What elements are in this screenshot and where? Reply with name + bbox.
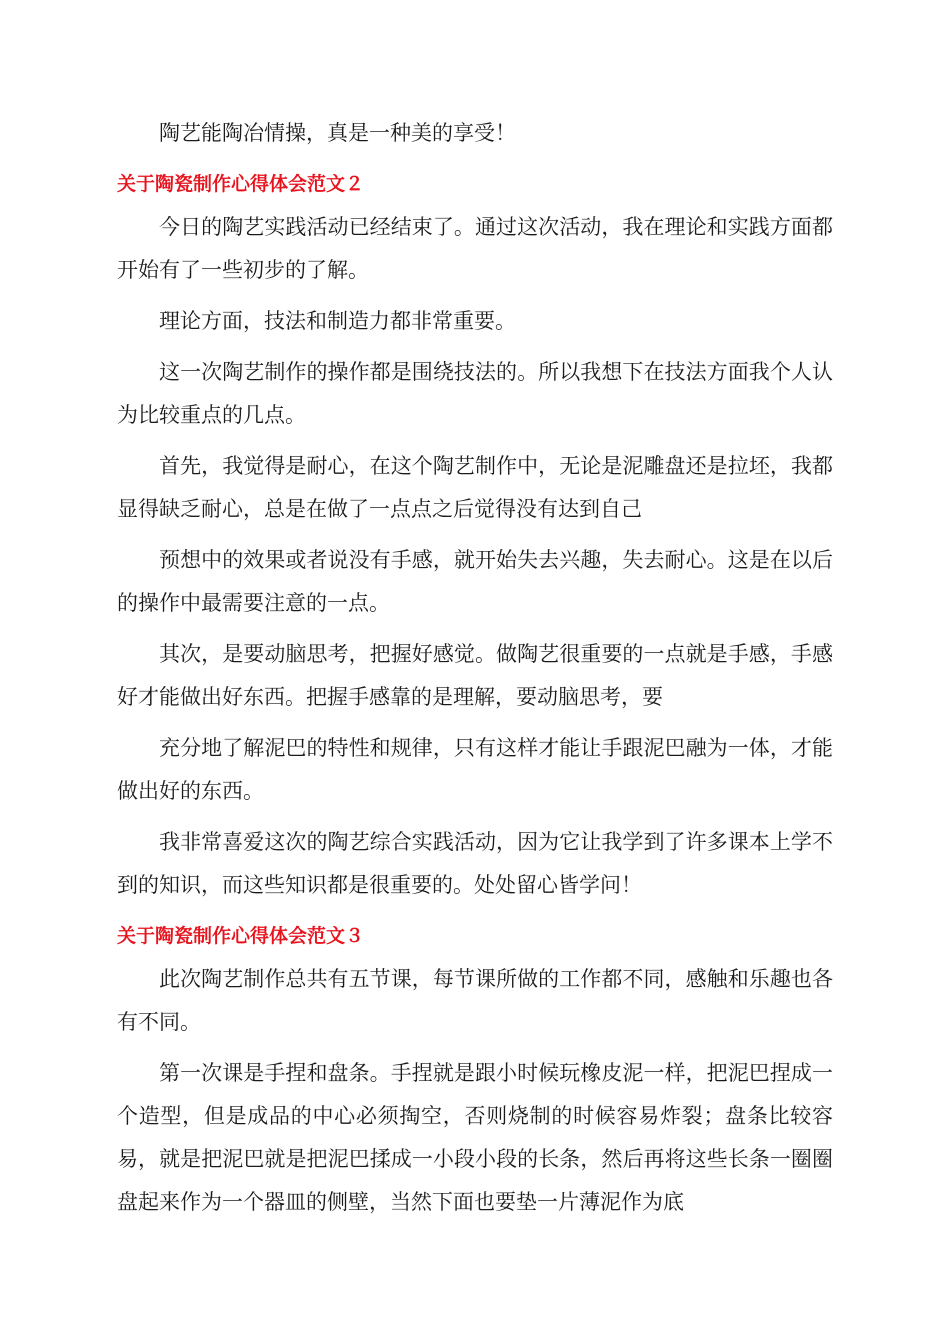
paragraph: 理论方面，技法和制造力都非常重要。 [159,309,516,333]
document-body [117,112,833,1224]
paragraph: 其次，是要动脑思考，把握好感觉。做陶艺很重要的一点就是手感，手感好才能做出好东西。把握手感靠的是理解，要动脑思考，要 [117,642,833,709]
section-heading-3: 关于陶瓷制作心得体会范文３ [117,925,365,947]
paragraph: 充分地了解泥巴的特性和规律，只有这样才能让手跟泥巴融为一体，才能做出好的东西。 [117,736,833,803]
paragraph: 此次陶艺制作总共有五节课，每节课所做的工作都不同，感触和乐趣也各有不同。 [117,967,833,1034]
paragraph: 首先，我觉得是耐心，在这个陶艺制作中，无论是泥雕盘还是拉坯，我都显得缺乏耐心，总是在做了一点点之后觉得没有达到自己 [117,454,833,521]
section-heading-2: 关于陶瓷制作心得体会范文２ [117,173,365,195]
paragraph: 第一次课是手捏和盘条。手捏就是跟小时候玩橡皮泥一样，把泥巴捏成一个造型，但是成品的中心必须掏空，否则烧制的时候容易炸裂；盘条比较容易，就是把泥巴就是把泥巴揉成一小段小段的长条，然后再将这些长条一圈圈盘起来作为一个器皿的侧壁，当然下面也要垫一片薄泥作为底 [117,1061,833,1214]
paragraph: 这一次陶艺制作的操作都是围绕技法的。所以我想下在技法方面我个人认为比较重点的几点。 [117,360,833,427]
paragraph: 我非常喜爱这次的陶艺综合实践活动，因为它让我学到了许多课本上学不到的知识，而这些知识都是很重要的。处处留心皆学问！ [117,830,833,897]
paragraph: 陶艺能陶冶情操，真是一种美的享受！ [159,121,516,145]
paragraph: 今日的陶艺实践活动已经结束了。通过这次活动，我在理论和实践方面都开始有了一些初步的了解。 [117,215,833,282]
paragraph: 预想中的效果或者说没有手感，就开始失去兴趣，失去耐心。这是在以后的操作中最需要注意的一点。 [117,548,833,615]
